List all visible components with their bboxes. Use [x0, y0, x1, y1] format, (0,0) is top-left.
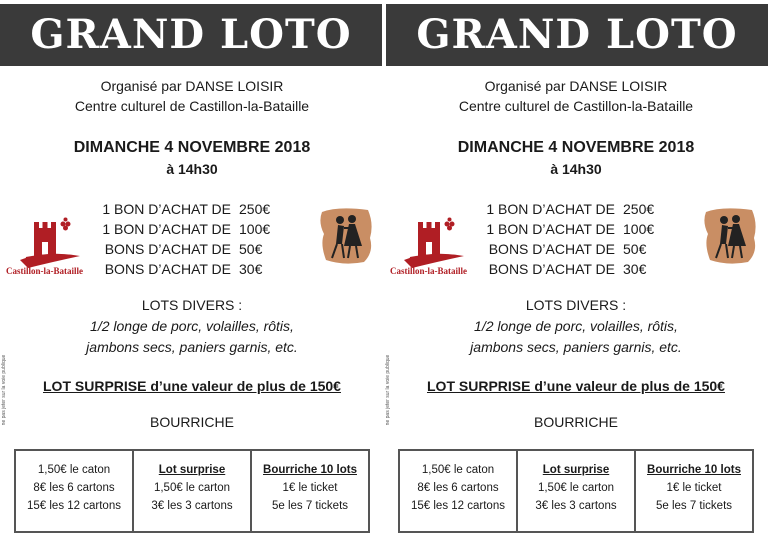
- price-line: 1€ le ticket: [282, 482, 338, 494]
- prize-row: [96, 261, 296, 281]
- column-header: Bourriche 10 lots: [647, 464, 741, 476]
- prize-list: [96, 201, 296, 281]
- prize-value: 30€: [239, 261, 263, 277]
- logo-caption: Castillon-la-Bataille: [6, 266, 83, 276]
- event-time: à 14h30: [550, 161, 602, 177]
- price-line: 1,50€ le caton: [37, 464, 111, 476]
- lots-line: 1/2 longe de porc, volailles, rôtis,: [474, 318, 678, 334]
- lots-line: 1/2 longe de porc, volailles, rôtis,: [90, 318, 294, 334]
- prize-label: 1 BON D’ACHAT DE: [486, 201, 615, 217]
- prize-row: [96, 201, 296, 221]
- prize-row: [480, 241, 680, 261]
- price-line: 5e les 7 tickets: [271, 500, 349, 512]
- side-note: ne pas jeter sur la voie publique: [385, 354, 391, 426]
- price-line: 1€ le ticket: [666, 482, 722, 494]
- prize-value: 250€: [623, 201, 655, 217]
- prize-list: [480, 201, 680, 281]
- prize-label: 1 BON D’ACHAT DE: [102, 201, 231, 217]
- prize-label: BONS D’ACHAT DE: [104, 261, 231, 277]
- prize-row: [480, 261, 680, 281]
- price-line: 1,50€ le carton: [153, 482, 231, 494]
- prize-value: 30€: [623, 261, 647, 277]
- price-line: 15€ les 12 cartons: [411, 500, 505, 512]
- title-banner: [0, 4, 382, 66]
- prize-label: BONS D’ACHAT DE: [488, 261, 615, 277]
- surprise-lot: LOT SURPRISE d’une valeur de plus de 150€: [43, 378, 341, 394]
- price-table: [398, 449, 754, 533]
- venue-text: Centre culturel de Castillon-la-Bataille: [74, 98, 310, 114]
- price-line: 3€ les 3 cartons: [151, 500, 233, 512]
- event-time: à 14h30: [166, 161, 218, 177]
- prize-row: [480, 201, 680, 221]
- flyer-title: GRAND LOTO: [30, 11, 352, 58]
- price-column: [16, 451, 134, 531]
- bourriche-title: BOURRICHE: [533, 414, 618, 430]
- lots-title: LOTS DIVERS :: [525, 297, 627, 313]
- price-column: [518, 451, 636, 531]
- column-header: Bourriche 10 lots: [263, 464, 357, 476]
- price-line: 15€ les 12 cartons: [27, 500, 121, 512]
- flyer-title: GRAND LOTO: [416, 11, 738, 58]
- event-date: DIMANCHE 4 NOVEMBRE 2018: [457, 139, 695, 156]
- price-column: [252, 451, 368, 531]
- organizer-text: Organisé par DANSE LOISIR: [100, 78, 284, 94]
- prize-label: BONS D’ACHAT DE: [104, 241, 231, 257]
- prize-label: BONS D’ACHAT DE: [488, 241, 615, 257]
- price-line: 8€ les 6 cartons: [33, 482, 115, 494]
- price-line: 3€ les 3 cartons: [535, 500, 617, 512]
- surprise-lot: LOT SURPRISE d’une valeur de plus de 150€: [427, 378, 725, 394]
- price-column: [134, 451, 252, 531]
- lots-title: LOTS DIVERS :: [141, 297, 243, 313]
- dancers-icon: [318, 204, 374, 266]
- lots-line: jambons secs, paniers garnis, etc.: [470, 339, 682, 355]
- logo-caption: Castillon-la-Bataille: [390, 266, 467, 276]
- price-table: [14, 449, 370, 533]
- prize-label: 1 BON D’ACHAT DE: [486, 221, 615, 237]
- prize-row: [96, 241, 296, 261]
- prize-value: 250€: [239, 201, 271, 217]
- price-column: [636, 451, 752, 531]
- prize-label: 1 BON D’ACHAT DE: [102, 221, 231, 237]
- price-line: 8€ les 6 cartons: [417, 482, 499, 494]
- price-line: 5e les 7 tickets: [655, 500, 733, 512]
- prize-value: 100€: [623, 221, 655, 237]
- event-date: DIMANCHE 4 NOVEMBRE 2018: [73, 139, 311, 156]
- column-header: Lot surprise: [542, 464, 610, 476]
- title-banner: [386, 4, 768, 66]
- flyer-right: [384, 0, 768, 545]
- bourriche-title: BOURRICHE: [149, 414, 234, 430]
- organizer-text: Organisé par DANSE LOISIR: [484, 78, 668, 94]
- price-column: [400, 451, 518, 531]
- prize-value: 50€: [239, 241, 263, 257]
- prize-row: [480, 221, 680, 241]
- side-note: ne pas jeter sur la voie publique: [1, 354, 7, 426]
- dancers-icon: [702, 204, 758, 266]
- price-line: 1,50€ le carton: [537, 482, 615, 494]
- column-header: Lot surprise: [158, 464, 226, 476]
- prize-row: [96, 221, 296, 241]
- price-line: 1,50€ le caton: [421, 464, 495, 476]
- prize-value: 100€: [239, 221, 271, 237]
- lots-line: jambons secs, paniers garnis, etc.: [86, 339, 298, 355]
- prize-value: 50€: [623, 241, 647, 257]
- venue-text: Centre culturel de Castillon-la-Bataille: [458, 98, 694, 114]
